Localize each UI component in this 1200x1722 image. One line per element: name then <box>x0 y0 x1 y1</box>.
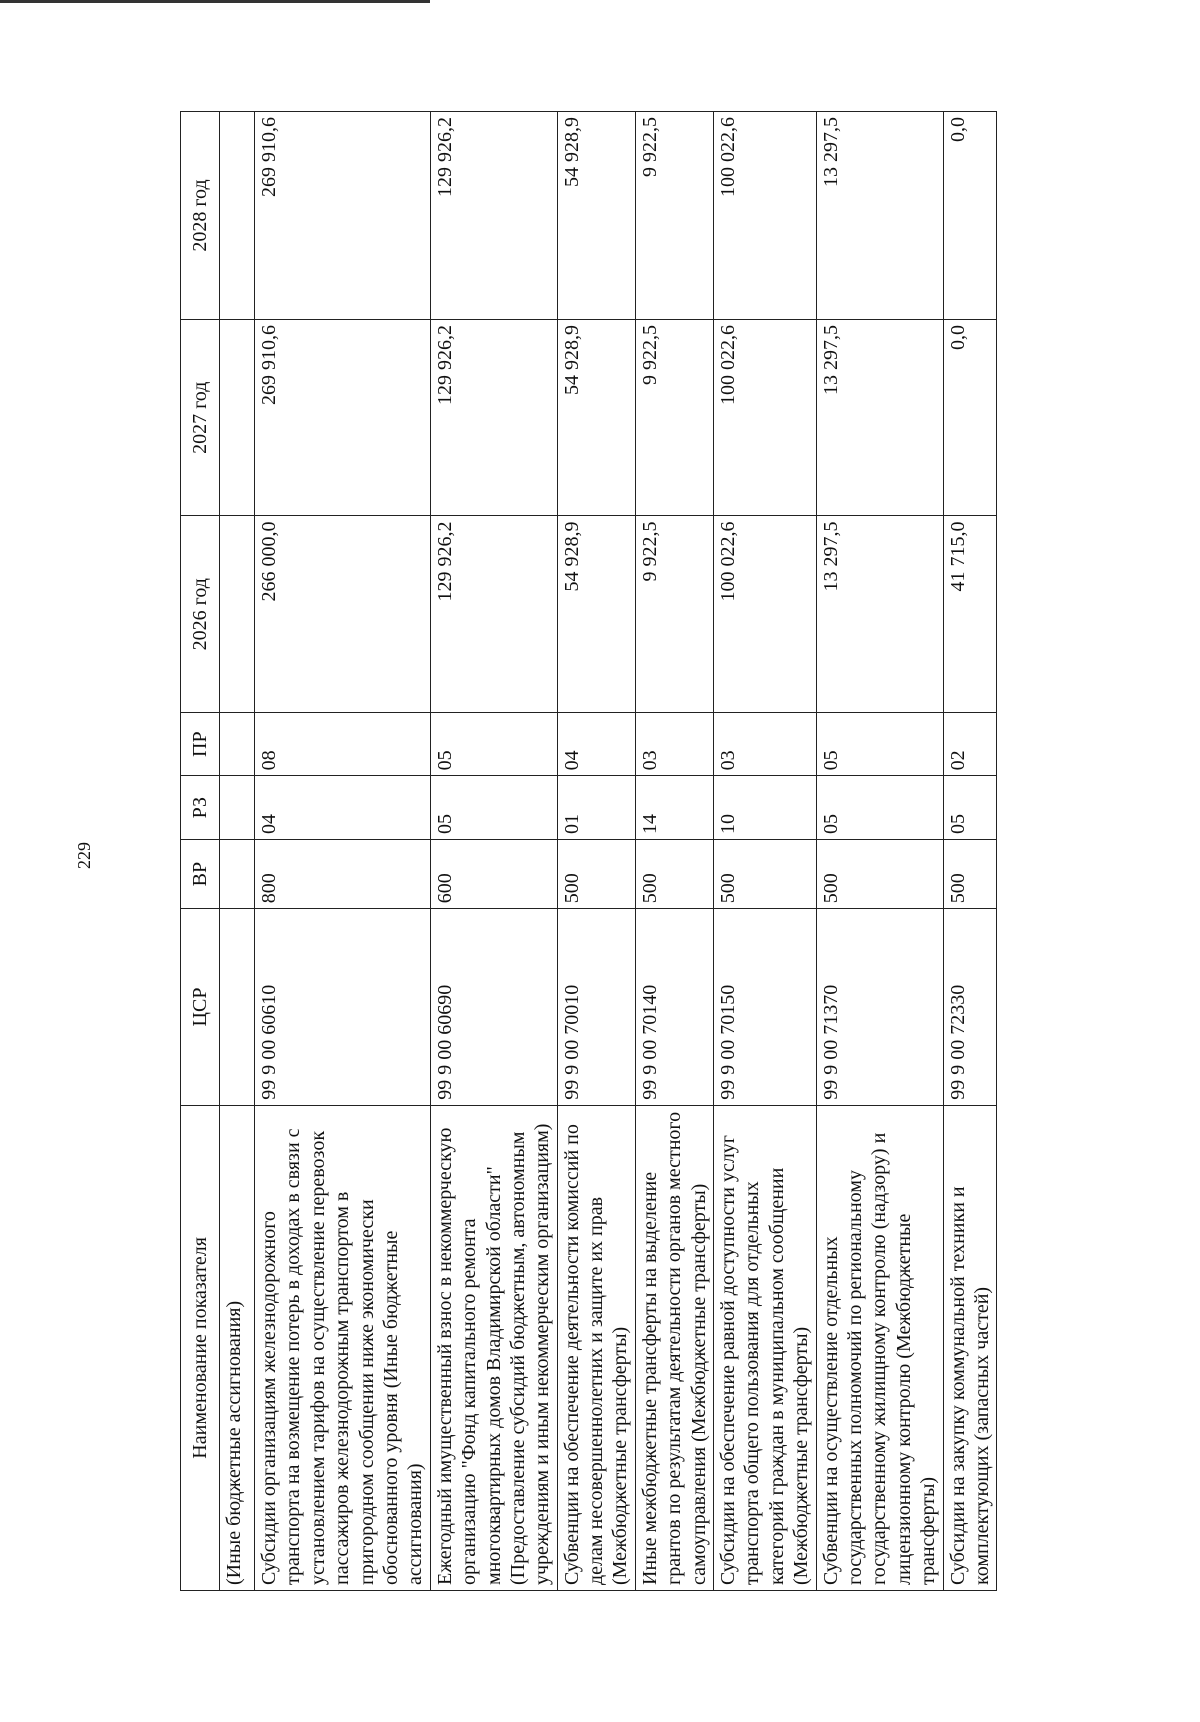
row-2028: 0,0 <box>943 112 997 320</box>
table-row <box>557 112 635 1591</box>
row-2027: 129 926,2 <box>430 320 557 516</box>
budget-table <box>180 111 997 1591</box>
row-name: Субсидии организациям железнодорожного транспорта на возмещение потерь в доходах в связи с установлением тарифов на осуществление перевозок пассажиров железнодорожным транспортом в пригородном сообщении ниже экономически обоснованного уровня (Иные бюджетные ассигнования) <box>255 1105 431 1590</box>
row-2026: 54 928,9 <box>557 516 635 712</box>
row-name: Субвенции на обеспечение деятельности комиссий по делам несовершеннолетних и защите их прав (Межбюджетные трансферты) <box>557 1105 635 1590</box>
top-edge-line <box>0 0 430 3</box>
row-pr: 05 <box>816 712 943 776</box>
header-2028: 2028 год <box>181 112 220 320</box>
continuation-row <box>220 112 255 1591</box>
row-vr: 500 <box>816 839 943 908</box>
header-2027: 2027 год <box>181 320 220 516</box>
row-rz: 04 <box>255 776 431 840</box>
row-pr: 03 <box>635 712 713 776</box>
row-2028: 13 297,5 <box>816 112 943 320</box>
row-csr: 99 9 00 70140 <box>635 909 713 1105</box>
row-pr: 05 <box>430 712 557 776</box>
row-pr: 02 <box>943 712 997 776</box>
continuation-text: (Иные бюджетные ассигнования) <box>220 1105 255 1590</box>
row-2026: 13 297,5 <box>816 516 943 712</box>
header-csr: ЦСР <box>181 909 220 1105</box>
row-2028: 129 926,2 <box>430 112 557 320</box>
header-vr: ВР <box>181 839 220 908</box>
row-csr: 99 9 00 70010 <box>557 909 635 1105</box>
row-2027: 9 922,5 <box>635 320 713 516</box>
row-2028: 100 022,6 <box>714 112 817 320</box>
row-rz: 05 <box>943 776 997 840</box>
table-row <box>943 112 997 1591</box>
row-csr: 99 9 00 70150 <box>714 909 817 1105</box>
row-2027: 54 928,9 <box>557 320 635 516</box>
row-2027: 269 910,6 <box>255 320 431 516</box>
row-csr: 99 9 00 72330 <box>943 909 997 1105</box>
row-2026: 9 922,5 <box>635 516 713 712</box>
table-row <box>816 112 943 1591</box>
row-name: Ежегодный имущественный взнос в некоммерческую организацию "Фонд капитального ремонта многоквартирных домов Владимирской области" (Предоставление субсидий бюджетным, автономным учреждениям и иным некоммерческим организациям) <box>430 1105 557 1590</box>
table-row <box>714 112 817 1591</box>
row-2026: 41 715,0 <box>943 516 997 712</box>
header-pr: ПР <box>181 712 220 776</box>
row-vr: 500 <box>557 839 635 908</box>
row-name: Субсидии на обеспечение равной доступности услуг транспорта общего пользования для отдельных категорий граждан в муниципальном сообщении (Межбюджетные трансферты) <box>714 1105 817 1590</box>
row-pr: 03 <box>714 712 817 776</box>
table-row <box>635 112 713 1591</box>
row-rz: 05 <box>430 776 557 840</box>
row-vr: 600 <box>430 839 557 908</box>
row-name: Иные межбюджетные трансферты на выделение грантов по результатам деятельности органов местного самоуправления (Межбюджетные трансферты) <box>635 1105 713 1590</box>
row-name: Субсидии на закупку коммунальной техники и комплектующих (запасных частей) <box>943 1105 997 1590</box>
row-2027: 0,0 <box>943 320 997 516</box>
row-rz: 10 <box>714 776 817 840</box>
table-row <box>430 112 557 1591</box>
row-csr: 99 9 00 71370 <box>816 909 943 1105</box>
row-vr: 500 <box>943 839 997 908</box>
row-rz: 05 <box>816 776 943 840</box>
row-vr: 800 <box>255 839 431 908</box>
row-csr: 99 9 00 60690 <box>430 909 557 1105</box>
row-2026: 266 000,0 <box>255 516 431 712</box>
page-number: 229 <box>74 842 94 869</box>
rotated-table-sheet <box>180 111 1080 1591</box>
row-2027: 100 022,6 <box>714 320 817 516</box>
row-csr: 99 9 00 60610 <box>255 909 431 1105</box>
row-pr: 08 <box>255 712 431 776</box>
table-row <box>255 112 431 1591</box>
row-name: Субвенции на осуществление отдельных государственных полномочий по региональному государственному жилищному контролю (надзору) и лицензионному контролю (Межбюджетные трансферты) <box>816 1105 943 1590</box>
row-2028: 9 922,5 <box>635 112 713 320</box>
header-rz: РЗ <box>181 776 220 840</box>
row-2027: 13 297,5 <box>816 320 943 516</box>
row-rz: 14 <box>635 776 713 840</box>
header-2026: 2026 год <box>181 516 220 712</box>
row-rz: 01 <box>557 776 635 840</box>
row-2026: 129 926,2 <box>430 516 557 712</box>
header-name: Наименование показателя <box>181 1105 220 1590</box>
row-2028: 54 928,9 <box>557 112 635 320</box>
row-2026: 100 022,6 <box>714 516 817 712</box>
row-2028: 269 910,6 <box>255 112 431 320</box>
row-vr: 500 <box>714 839 817 908</box>
row-pr: 04 <box>557 712 635 776</box>
header-row <box>181 112 220 1591</box>
row-vr: 500 <box>635 839 713 908</box>
